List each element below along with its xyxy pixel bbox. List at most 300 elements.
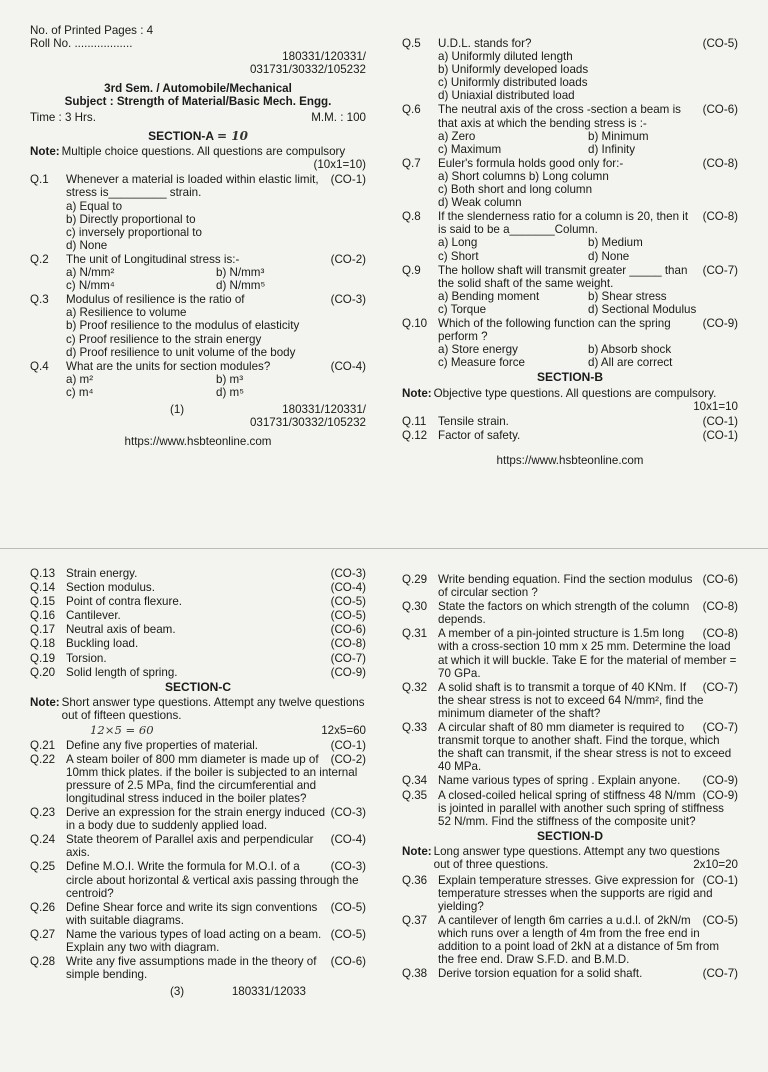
- course-outcome: (CO-5): [330, 609, 366, 623]
- question-text-wrap: [66, 739, 366, 752]
- question-row: [402, 157, 738, 170]
- question-item: [402, 157, 738, 209]
- option-list: [402, 343, 738, 369]
- question-text: Point of contra flexure.: [66, 595, 182, 609]
- question-row: [30, 637, 366, 650]
- course-outcome: (CO-1): [702, 873, 738, 887]
- option-item: d) Weak column: [438, 196, 522, 210]
- course-outcome: (CO-9): [702, 788, 738, 802]
- question-text: Write bending equation. Find the section modulus of circular section ?: [438, 573, 693, 600]
- question-text-wrap: [438, 789, 738, 828]
- course-outcome: (CO-1): [330, 173, 366, 187]
- question-row: [402, 37, 738, 50]
- section-c-questions: [30, 739, 366, 982]
- question-number: Q.11: [402, 415, 427, 429]
- question-text-wrap: [438, 774, 738, 787]
- question-text: A circular shaft of 80 mm diameter is required to transmit torque to another shaft. Find the torque, which the shaft can transmit, if the shear stress is not to exceed 40 MPa.: [438, 721, 732, 774]
- question-number: Q.10: [402, 316, 428, 330]
- option-item: c) N/mm⁴: [66, 279, 115, 293]
- question-item: [30, 637, 366, 650]
- course-outcome: (CO-1): [330, 738, 366, 752]
- question-item: [30, 609, 366, 622]
- question-text: A member of a pin-jointed structure is 1.5m long with a cross-section 10 mm x 25 mm. Determine the load at which it will buckle. Take E for the material of member = 70 GPa.: [438, 627, 737, 680]
- website-url: https://www.hsbteonline.com: [496, 454, 644, 468]
- option-item: b) m³: [216, 372, 244, 386]
- handwritten-marks: 12×5 = 60: [90, 723, 154, 738]
- question-number: Q.15: [30, 595, 56, 609]
- section-c-marks: 12x5=60: [321, 724, 366, 738]
- question-text-wrap: [66, 928, 366, 954]
- question-text-wrap: [66, 833, 366, 859]
- option-item: a) Long: [438, 236, 478, 250]
- option-list: [402, 50, 738, 102]
- course-outcome: (CO-9): [702, 316, 738, 330]
- course-outcome: (CO-4): [330, 833, 366, 847]
- handwritten-marks: = 10: [216, 128, 248, 143]
- course-outcome: (CO-9): [330, 665, 366, 679]
- option-list: [30, 373, 366, 399]
- course-outcome: (CO-8): [702, 627, 738, 641]
- question-text-wrap: [438, 627, 738, 679]
- question-text: Euler's formula holds good only for:-: [438, 156, 624, 170]
- option-item: d) Uniaxial distributed load: [438, 89, 575, 103]
- section-c-marks-row: [30, 724, 366, 737]
- question-text: The neutral axis of the cross -section a beam is that axis at which the bending stress is :-: [438, 103, 681, 130]
- question-item: [30, 173, 366, 252]
- course-outcome: (CO-2): [330, 752, 366, 766]
- exam-page-2: [402, 36, 738, 536]
- section-b-questions: [402, 415, 738, 442]
- question-text-wrap: [66, 666, 366, 679]
- question-item: [402, 627, 738, 679]
- question-text-wrap: [66, 860, 366, 899]
- question-row: [30, 753, 366, 805]
- course-outcome: (CO-9): [702, 774, 738, 788]
- question-item: [402, 914, 738, 966]
- question-row: [30, 652, 366, 665]
- option-list: [402, 170, 738, 209]
- option-item: b) N/mm³: [216, 266, 265, 280]
- question-number: Q.25: [30, 860, 56, 874]
- option-item: d) Proof resilience to unit volume of the body: [66, 345, 296, 359]
- question-row: [402, 914, 738, 966]
- time-marks-row: [30, 111, 366, 124]
- question-text: Section modulus.: [66, 581, 155, 595]
- question-item: [402, 103, 738, 155]
- question-row: [30, 739, 366, 752]
- question-row: [402, 721, 738, 773]
- question-text: A closed-coiled helical spring of stiffness 48 N/mm is jointed in parallel with another such spring of stiffness 52 N/mm. Find the stiffness of the composite unit?: [438, 788, 724, 828]
- question-row: [402, 874, 738, 913]
- course-outcome: (CO-8): [702, 156, 738, 170]
- question-row: [30, 666, 366, 679]
- course-outcome: (CO-7): [702, 263, 738, 277]
- question-number: Q.6: [402, 103, 421, 117]
- question-row: [402, 103, 738, 129]
- question-number: Q.30: [402, 600, 428, 614]
- max-marks: M.M. : 100: [311, 110, 366, 124]
- question-text: Whenever a material is loaded within elastic limit, stress is_________ strain.: [66, 173, 319, 200]
- question-text: Factor of safety.: [438, 429, 521, 443]
- question-item: [30, 901, 366, 927]
- question-row: [30, 806, 366, 832]
- option-item: c) inversely proportional to: [66, 225, 202, 239]
- option-item: b) Directly proportional to: [66, 212, 196, 226]
- question-number: Q.29: [402, 573, 428, 586]
- question-text-wrap: [66, 609, 366, 622]
- course-outcome: (CO-6): [330, 955, 366, 969]
- question-text: Modulus of resilience is the ratio of: [66, 293, 245, 307]
- question-item: [30, 928, 366, 954]
- question-text-wrap: [438, 210, 738, 236]
- footer-code: 180331/12033: [231, 985, 306, 999]
- option-list: [30, 306, 366, 358]
- question-number: Q.27: [30, 927, 56, 941]
- question-row: [30, 581, 366, 594]
- question-number: Q.13: [30, 567, 56, 580]
- option-item: d) m⁵: [216, 385, 244, 399]
- question-number: Q.36: [402, 873, 428, 887]
- option-item: a) Short columns b) Long column: [438, 169, 609, 183]
- question-number: Q.19: [30, 651, 56, 665]
- course-outcome: (CO-8): [702, 600, 738, 614]
- question-text-wrap: [66, 901, 366, 927]
- question-text-wrap: [66, 173, 366, 199]
- option-item: b) Shear stress: [588, 289, 667, 303]
- question-text-wrap: [438, 37, 738, 50]
- question-text-wrap: [438, 967, 738, 980]
- option-item: a) Zero: [438, 129, 476, 143]
- section-a-note: Note: Multiple choice questions. All questions are compulsory (10x1=10): [30, 145, 366, 172]
- question-number: Q.21: [30, 738, 56, 752]
- question-row: [30, 360, 366, 373]
- question-text: Define any five properties of material.: [66, 738, 259, 752]
- question-item: [402, 264, 738, 316]
- question-text: Buckling load.: [66, 637, 139, 651]
- question-text: U.D.L. stands for?: [438, 37, 532, 50]
- option-item: b) Uniformly developed loads: [438, 63, 589, 77]
- question-number: Q.3: [30, 293, 49, 307]
- question-row: [402, 317, 738, 343]
- question-row: [30, 173, 366, 199]
- question-text: A solid shaft is to transmit a torque of 40 KNm. If the shear stress is not to exceed 64 N/mm², find the minimum diameter of the shaft?: [438, 680, 704, 720]
- question-number: Q.34: [402, 774, 428, 788]
- section-a-questions: [30, 173, 366, 399]
- course-outcome: (CO-7): [702, 721, 738, 735]
- question-number: Q.8: [402, 210, 421, 224]
- option-item: b) Medium: [588, 236, 643, 250]
- exam-page-3: [30, 566, 366, 1066]
- question-text: What are the units for section modules?: [66, 359, 271, 373]
- option-list: [402, 236, 738, 262]
- question-item: [402, 874, 738, 913]
- section-c-note: Note: Short answer type questions. Attempt any twelve questions out of fifteen questions.: [30, 696, 365, 723]
- option-item: c) Both short and long column: [438, 183, 593, 197]
- question-text: Name the various types of load acting on a beam. Explain any two with diagram.: [66, 927, 322, 954]
- question-row: [402, 681, 738, 720]
- question-text: Which of the following function can the spring perform ?: [438, 316, 671, 344]
- question-item: [30, 652, 366, 665]
- question-row: [30, 928, 366, 954]
- question-text-wrap: [66, 637, 366, 650]
- course-outcome: (CO-2): [330, 252, 366, 266]
- question-item: [402, 681, 738, 720]
- question-item: [30, 955, 366, 981]
- question-text: Derive torsion equation for a solid shaft.: [438, 967, 643, 981]
- question-number: Q.16: [30, 609, 56, 623]
- question-text: Explain temperature stresses. Give expression for temperature stresses when the supports are rigid and yielding?: [438, 873, 713, 913]
- option-item: a) Bending moment: [438, 289, 540, 303]
- question-text-wrap: [438, 681, 738, 720]
- semester-heading: 3rd Sem. / Automobile/Mechanical: [104, 82, 292, 96]
- question-text: Solid length of spring.: [66, 665, 178, 679]
- section-d-questions: [402, 874, 738, 981]
- question-text-wrap: [66, 806, 366, 832]
- question-number: Q.9: [402, 263, 421, 277]
- question-number: Q.14: [30, 581, 56, 595]
- question-text: The unit of Longitudinal stress is:-: [66, 252, 240, 266]
- option-item: c) Measure force: [438, 356, 525, 370]
- option-list: [402, 290, 738, 316]
- course-outcome: (CO-6): [330, 623, 366, 637]
- course-outcome: (CO-3): [330, 567, 366, 580]
- question-number: Q.22: [30, 752, 56, 766]
- course-outcome: (CO-6): [702, 573, 738, 586]
- question-number: Q.7: [402, 156, 421, 170]
- question-row: [402, 600, 738, 626]
- question-item: [402, 573, 738, 599]
- question-number: Q.17: [30, 623, 56, 637]
- question-text-wrap: [438, 157, 738, 170]
- question-item: [30, 666, 366, 679]
- question-text: Tensile strain.: [438, 415, 509, 429]
- page-number: (3): [170, 985, 185, 999]
- exam-page-1: [30, 24, 366, 524]
- question-number: Q.4: [30, 359, 49, 373]
- course-outcome: (CO-7): [702, 967, 738, 981]
- question-row: [402, 774, 738, 787]
- question-row: [402, 415, 738, 428]
- question-text: State the factors on which strength of the column depends.: [438, 600, 690, 627]
- question-row: [30, 293, 366, 306]
- question-row: [30, 623, 366, 636]
- question-text: Neutral axis of beam.: [66, 623, 176, 637]
- option-item: d) None: [66, 238, 108, 252]
- question-text: If the slenderness ratio for a column is 20, then it is said to be a_______Column.: [438, 210, 689, 237]
- option-list: [30, 200, 366, 252]
- question-text: A steam boiler of 800 mm diameter is made up of 10mm thick plates. if the boiler is subjected to an internal pressure of 2.5 MPa, find the circumferential and longitudinal stress induced in the boiler plates?: [66, 752, 358, 805]
- question-item: [30, 253, 366, 292]
- question-text: Define M.O.I. Write the formula for M.O.I. of a circle about horizontal & vertical axis passing through the centroid?: [66, 860, 359, 900]
- question-item: [402, 774, 738, 787]
- question-item: [30, 753, 366, 805]
- question-item: [30, 567, 366, 580]
- question-number: Q.5: [402, 37, 421, 50]
- printed-pages: No. of Printed Pages : 4: [30, 24, 154, 37]
- question-text-wrap: [66, 360, 366, 373]
- question-number: Q.1: [30, 173, 49, 187]
- question-text-wrap: [66, 955, 366, 981]
- option-item: d) Infinity: [588, 142, 636, 156]
- question-number: Q.23: [30, 806, 56, 820]
- course-outcome: (CO-8): [330, 637, 366, 651]
- question-item: [402, 415, 738, 428]
- question-text-wrap: [438, 874, 738, 913]
- course-outcome: (CO-5): [330, 927, 366, 941]
- section-c-heading: SECTION-C: [165, 679, 231, 694]
- question-text-wrap: [438, 721, 738, 773]
- course-outcome: (CO-1): [702, 429, 738, 443]
- course-outcome: (CO-7): [330, 651, 366, 665]
- question-item: [402, 600, 738, 626]
- option-item: a) Store energy: [438, 343, 518, 357]
- section-b-questions-cont: [30, 567, 366, 679]
- course-outcome: (CO-4): [330, 359, 366, 373]
- question-text-wrap: [66, 293, 366, 306]
- question-row: [402, 429, 738, 442]
- question-number: Q.38: [402, 967, 428, 981]
- exam-page-4: [402, 572, 738, 1072]
- question-row: [402, 573, 738, 599]
- course-outcome: (CO-7): [702, 680, 738, 694]
- question-text-wrap: [66, 623, 366, 636]
- section-c-questions-cont: [402, 573, 738, 828]
- option-item: b) Absorb shock: [588, 343, 672, 357]
- course-outcome: (CO-8): [702, 210, 738, 224]
- question-text-wrap: [438, 103, 738, 129]
- question-number: Q.32: [402, 680, 428, 694]
- question-text-wrap: [438, 573, 738, 599]
- question-item: [30, 806, 366, 832]
- question-item: [30, 293, 366, 358]
- question-text: State theorem of Parallel axis and perpendicular axis.: [66, 833, 314, 860]
- question-text-wrap: [438, 429, 738, 442]
- question-item: [402, 721, 738, 773]
- course-outcome: (CO-4): [330, 581, 366, 595]
- paper-code-line2: 031731/30332/105232: [249, 63, 366, 77]
- question-text-wrap: [66, 567, 366, 580]
- question-text-wrap: [66, 253, 366, 266]
- question-row: [402, 210, 738, 236]
- question-text: Derive an expression for the strain energy induced in a body due to suddenly applied load.: [66, 806, 326, 833]
- question-text-wrap: [438, 264, 738, 290]
- question-row: [30, 833, 366, 859]
- question-row: [30, 609, 366, 622]
- page-footer: [30, 985, 366, 998]
- course-outcome: (CO-6): [702, 103, 738, 117]
- course-outcome: (CO-5): [330, 595, 366, 609]
- question-row: [30, 253, 366, 266]
- section-b-note: Note: Objective type questions. All questions are compulsory. 10x1=10: [402, 386, 738, 413]
- option-item: a) N/mm²: [66, 266, 115, 280]
- question-item: [30, 860, 366, 899]
- question-text-wrap: [66, 595, 366, 608]
- question-row: [30, 901, 366, 927]
- option-item: c) Short: [438, 249, 479, 263]
- question-item: [402, 789, 738, 828]
- question-number: Q.26: [30, 900, 56, 914]
- footer-code: 180331/120331/ 031731/30332/105232: [249, 402, 366, 430]
- question-number: Q.33: [402, 721, 428, 735]
- question-item: [30, 581, 366, 594]
- question-number: Q.20: [30, 665, 56, 679]
- option-item: d) None: [588, 249, 630, 263]
- question-item: [402, 967, 738, 980]
- option-item: b) Minimum: [588, 129, 649, 143]
- question-item: [402, 317, 738, 369]
- question-text: Torsion.: [66, 651, 107, 665]
- time-label: Time : 3 Hrs.: [30, 110, 96, 124]
- option-item: d) Sectional Modulus: [588, 302, 697, 316]
- question-text: Write any five assumptions made in the theory of simple bending.: [66, 955, 317, 982]
- question-row: [30, 955, 366, 981]
- question-text-wrap: [438, 415, 738, 428]
- option-item: c) Torque: [438, 302, 487, 316]
- question-text-wrap: [66, 753, 366, 805]
- question-text-wrap: [66, 581, 366, 594]
- question-number: Q.31: [402, 627, 428, 641]
- page-footer: [30, 403, 366, 429]
- question-text-wrap: [438, 317, 738, 343]
- question-text: Strain energy.: [66, 567, 138, 580]
- section-d-note: Note: Long answer type questions. Attempt any two questions out of three questions. 2x10=20: [402, 845, 738, 872]
- option-item: a) Resilience to volume: [66, 306, 187, 320]
- option-item: d) N/mm⁵: [216, 279, 266, 293]
- course-outcome: (CO-5): [702, 37, 738, 50]
- question-row: [402, 627, 738, 679]
- question-number: Q.28: [30, 955, 56, 969]
- question-item: [402, 429, 738, 442]
- question-item: [402, 210, 738, 262]
- course-outcome: (CO-3): [330, 860, 366, 874]
- option-item: c) m⁴: [66, 385, 94, 399]
- paper-code-line1: 180331/120331/: [282, 50, 366, 64]
- question-row: [30, 595, 366, 608]
- course-outcome: (CO-5): [330, 900, 366, 914]
- question-text-wrap: [438, 914, 738, 966]
- section-b-heading: SECTION-B: [537, 370, 603, 385]
- question-text: The hollow shaft will transmit greater _____ than the solid shaft of the same weight.: [438, 263, 688, 290]
- question-item: [30, 739, 366, 752]
- option-item: b) Proof resilience to the modulus of elasticity: [66, 319, 300, 333]
- page-divider: [0, 548, 768, 549]
- question-text-wrap: [438, 600, 738, 626]
- question-row: [30, 567, 366, 580]
- option-list: [30, 266, 366, 292]
- option-item: c) Maximum: [438, 142, 502, 156]
- website-url: https://www.hsbteonline.com: [124, 435, 272, 449]
- course-outcome: (CO-5): [702, 913, 738, 927]
- question-number: Q.12: [402, 429, 428, 443]
- option-list: [402, 130, 738, 156]
- question-row: [30, 860, 366, 899]
- question-number: Q.37: [402, 913, 428, 927]
- option-item: a) Equal to: [66, 199, 123, 213]
- question-item: [30, 623, 366, 636]
- question-item: [30, 360, 366, 399]
- question-text: Name various types of spring . Explain anyone.: [438, 774, 681, 788]
- question-text: A cantilever of length 6m carries a u.d.l. of 2kN/m which runs over a length of 4m from the free end in addition to a point load of 2kN at a distance of 5m from the free end. Draw S.F.D. and B.M.D.: [438, 913, 719, 967]
- question-number: Q.18: [30, 637, 56, 651]
- subject-heading: Subject : Strength of Material/Basic Mech. Engg.: [64, 95, 332, 109]
- page-number: (1): [170, 402, 185, 416]
- question-text: Cantilever.: [66, 609, 121, 623]
- option-item: c) Proof resilience to the strain energy: [66, 332, 262, 346]
- question-text: Define Shear force and write its sign conventions with suitable diagrams.: [66, 900, 318, 927]
- course-outcome: (CO-3): [330, 293, 366, 307]
- section-a-questions-cont: [402, 37, 738, 369]
- question-row: [402, 789, 738, 828]
